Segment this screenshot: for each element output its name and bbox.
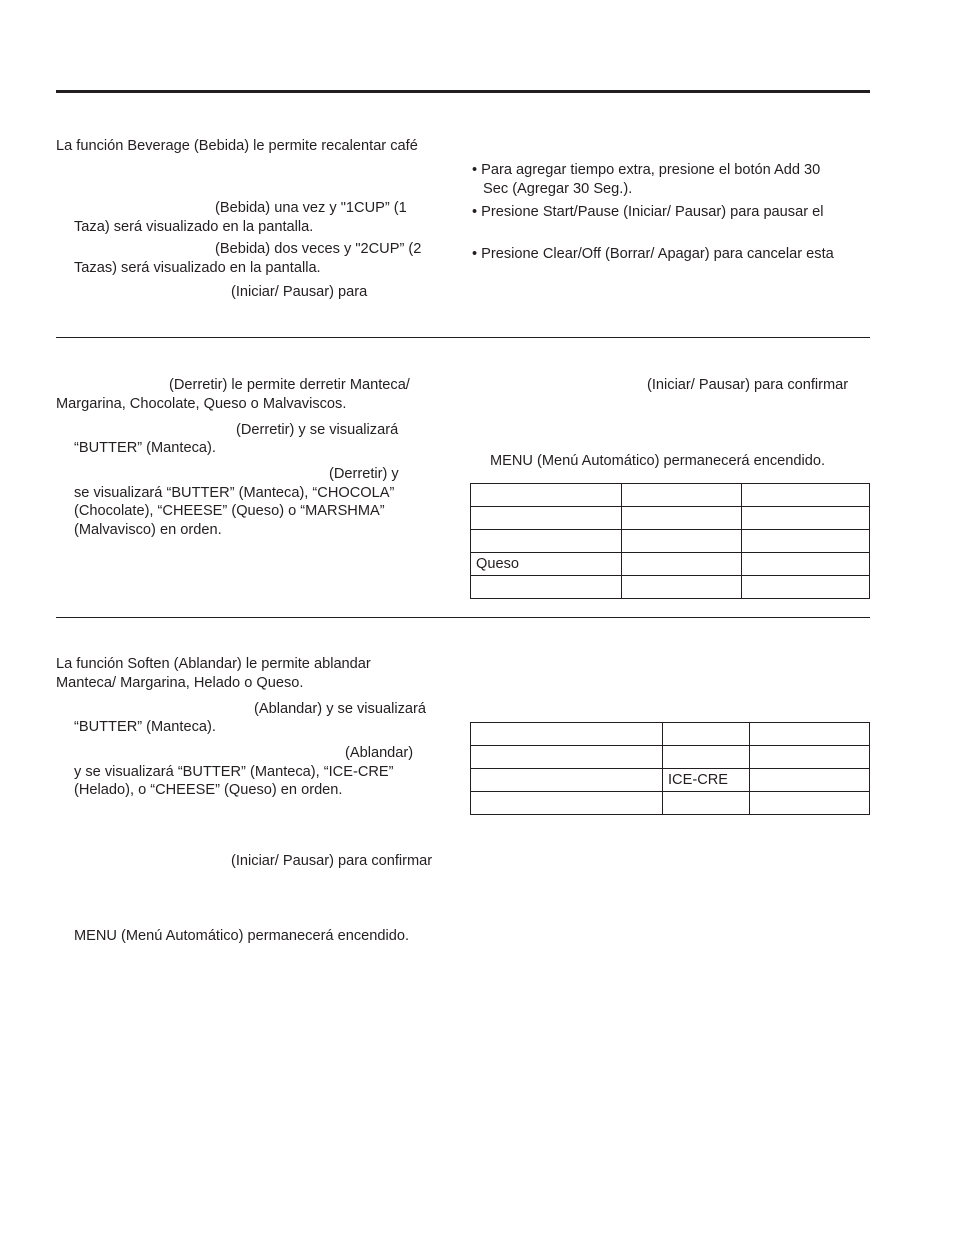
melt-step1-line2: “BUTTER” (Manteca).: [74, 440, 216, 456]
table-row: [471, 746, 870, 769]
table-cell: [471, 769, 663, 792]
soften-intro-line2: Manteca/ Margarina, Helado o Queso.: [56, 675, 304, 691]
table-cell: [622, 576, 742, 599]
beverage-step2-line1: (Bebida) dos veces y "2CUP” (2: [215, 241, 422, 257]
table-cell: [663, 723, 750, 746]
table-cell: [622, 507, 742, 530]
beverage-bullet-add30-cont: Sec (Agregar 30 Seg.).: [483, 181, 633, 197]
table-cell: [622, 553, 742, 576]
soften-auto-menu: MENU (Menú Automático) permanecerá encendido.: [74, 928, 410, 944]
soften-table: [470, 722, 870, 815]
beverage-intro: La función Beverage (Bebida) le permite recalentar café: [56, 138, 418, 154]
table-cell: [742, 530, 870, 553]
beverage-bullet-pause: • Presione Start/Pause (Iniciar/ Pausar) para pausar el: [472, 204, 824, 220]
section-divider-soften: [56, 617, 870, 618]
melt-step2-line2: se visualizará “BUTTER” (Manteca), “CHOCOLA”: [74, 485, 395, 501]
table-row: [471, 723, 870, 746]
table-cell: [663, 792, 750, 815]
table-cell: [471, 792, 663, 815]
soften-step2-line2: y se visualizará “BUTTER” (Manteca), “ICE-CRE”: [74, 764, 394, 780]
beverage-step3-line1: (Iniciar/ Pausar) para: [231, 284, 368, 300]
table-row: [471, 792, 870, 815]
section-divider-melt: [56, 337, 870, 338]
table-cell: [742, 484, 870, 507]
table-cell: [742, 576, 870, 599]
soften-step2-line1: (Ablandar): [345, 745, 414, 761]
soften-confirm: (Iniciar/ Pausar) para confirmar: [231, 853, 433, 869]
table-cell: [742, 553, 870, 576]
table-cell: [663, 746, 750, 769]
table-cell: [471, 723, 663, 746]
table-cell: [471, 576, 622, 599]
soften-intro-line1: La función Soften (Ablandar) le permite ablandar: [56, 656, 371, 672]
table-row: [471, 769, 870, 792]
table-cell: [471, 530, 622, 553]
melt-intro-line2: Margarina, Chocolate, Queso o Malvaviscos.: [56, 396, 347, 412]
table-cell: [471, 507, 622, 530]
table-cell: ICE-CRE: [663, 769, 750, 792]
melt-step2-line1: (Derretir) y: [329, 466, 399, 482]
melt-confirm: (Iniciar/ Pausar) para confirmar: [647, 377, 849, 393]
melt-table: [470, 483, 870, 599]
table-row: [471, 484, 870, 507]
table-cell: [622, 484, 742, 507]
table-row: [471, 576, 870, 599]
table-cell: [750, 769, 870, 792]
melt-step2-line3: (Chocolate), “CHEESE” (Queso) o “MARSHMA”: [74, 503, 385, 519]
top-rule: [56, 90, 870, 93]
table-cell: [750, 746, 870, 769]
melt-step1-line1: (Derretir) y se visualizará: [236, 422, 399, 438]
table-cell: [750, 792, 870, 815]
soften-step1-line2: “BUTTER” (Manteca).: [74, 719, 216, 735]
table-cell: Queso: [471, 553, 622, 576]
beverage-bullet-clear: • Presione Clear/Off (Borrar/ Apagar) para cancelar esta: [472, 246, 834, 262]
table-cell: [471, 746, 663, 769]
soften-step2-line3: (Helado), o “CHEESE” (Queso) en orden.: [74, 782, 343, 798]
beverage-bullet-add30: • Para agregar tiempo extra, presione el botón Add 30: [472, 162, 821, 178]
beverage-step1-line1: (Bebida) una vez y "1CUP” (1: [215, 200, 407, 216]
beverage-step2-line2: Tazas) será visualizado en la pantalla.: [74, 260, 321, 276]
table-cell: [471, 484, 622, 507]
table-row: [471, 530, 870, 553]
table-cell: [622, 530, 742, 553]
melt-step2-line4: (Malvavisco) en orden.: [74, 522, 222, 538]
table-cell: [750, 723, 870, 746]
melt-intro-line1: (Derretir) le permite derretir Manteca/: [169, 377, 410, 393]
table-cell: [742, 507, 870, 530]
table-row: [471, 553, 870, 576]
beverage-step1-line2: Taza) será visualizado en la pantalla.: [74, 219, 314, 235]
melt-auto-menu: MENU (Menú Automático) permanecerá encendido.: [490, 453, 826, 469]
soften-step1-line1: (Ablandar) y se visualizará: [254, 701, 426, 717]
table-row: [471, 507, 870, 530]
